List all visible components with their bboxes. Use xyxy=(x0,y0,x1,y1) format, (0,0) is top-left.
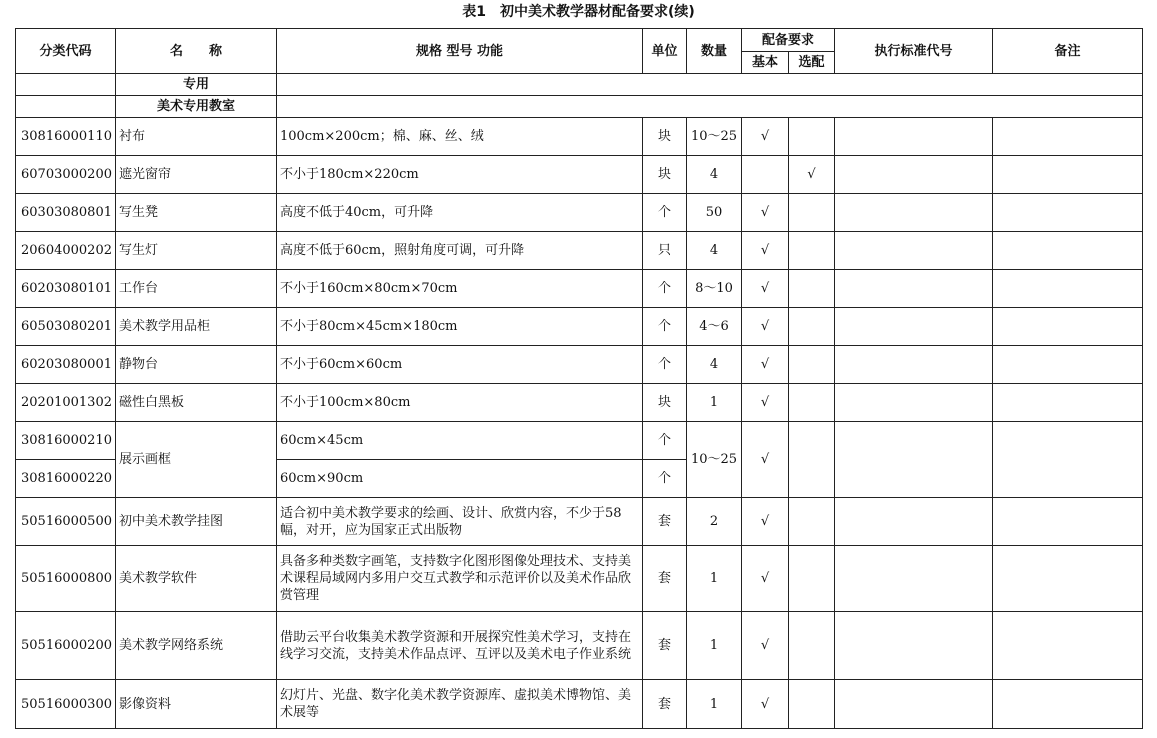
spec-cell: 适合初中美术教学要求的绘画、设计、欣赏内容，不少于58幅，对开，应为国家正式出版物 xyxy=(276,498,642,546)
optional-check-cell xyxy=(788,194,834,232)
name-cell: 美术教学软件 xyxy=(115,546,276,612)
name-cell: 衬布 xyxy=(115,118,276,156)
qty-cell: 1 xyxy=(686,612,741,680)
spec-cell: 不小于100cm×80cm xyxy=(276,384,642,422)
spec-cell: 借助云平台收集美术教学资源和开展探究性美术学习，支持在线学习交流，支持美术作品点评、互评以及美术电子作业系统 xyxy=(276,612,642,680)
section-row xyxy=(16,96,1143,118)
standard-cell xyxy=(834,422,992,498)
unit-cell: 个 xyxy=(642,422,686,460)
remark-cell xyxy=(992,308,1142,346)
standard-cell xyxy=(834,232,992,270)
optional-check-cell xyxy=(788,680,834,729)
header-remark: 备注 xyxy=(992,29,1142,74)
unit-cell: 套 xyxy=(642,546,686,612)
table-row xyxy=(16,612,1143,680)
table-row xyxy=(16,118,1143,156)
code-cell: 50516000300 xyxy=(16,680,116,729)
qty-cell: 2 xyxy=(686,498,741,546)
section-fill xyxy=(276,74,1142,96)
remark-cell xyxy=(992,498,1142,546)
standard-cell xyxy=(834,194,992,232)
remark-cell xyxy=(992,232,1142,270)
table-row xyxy=(16,308,1143,346)
standard-cell xyxy=(834,680,992,729)
spec-cell: 不小于180cm×220cm xyxy=(276,156,642,194)
basic-check-cell: √ xyxy=(741,498,788,546)
standard-cell xyxy=(834,384,992,422)
spec-cell: 不小于80cm×45cm×180cm xyxy=(276,308,642,346)
section-code-cell xyxy=(16,96,116,118)
qty-cell: 4 xyxy=(686,232,741,270)
optional-check-cell xyxy=(788,422,834,498)
header-name: 名 称 xyxy=(115,29,276,74)
section-code-cell xyxy=(16,74,116,96)
unit-cell: 个 xyxy=(642,270,686,308)
unit-cell: 只 xyxy=(642,232,686,270)
basic-check-cell: √ xyxy=(741,194,788,232)
unit-cell: 套 xyxy=(642,498,686,546)
basic-check-cell: √ xyxy=(741,232,788,270)
basic-check-cell: √ xyxy=(741,270,788,308)
name-cell: 初中美术教学挂图 xyxy=(115,498,276,546)
section-row xyxy=(16,74,1143,96)
code-cell: 20604000202 xyxy=(16,232,116,270)
code-cell: 30816000210 xyxy=(16,422,116,460)
standard-cell xyxy=(834,546,992,612)
remark-cell xyxy=(992,612,1142,680)
optional-check-cell xyxy=(788,118,834,156)
table-row xyxy=(16,384,1143,422)
name-cell: 工作台 xyxy=(115,270,276,308)
optional-check-cell: √ xyxy=(788,156,834,194)
basic-check-cell: √ xyxy=(741,546,788,612)
remark-cell xyxy=(992,156,1142,194)
spec-cell: 不小于60cm×60cm xyxy=(276,346,642,384)
standard-cell xyxy=(834,156,992,194)
standard-cell xyxy=(834,612,992,680)
remark-cell xyxy=(992,270,1142,308)
basic-check-cell: √ xyxy=(741,346,788,384)
basic-check-cell: √ xyxy=(741,118,788,156)
code-cell: 50516000200 xyxy=(16,612,116,680)
header-basic: 基本 xyxy=(741,52,788,74)
unit-cell: 套 xyxy=(642,612,686,680)
remark-cell xyxy=(992,194,1142,232)
spec-cell: 100cm×200cm；棉、麻、丝、绒 xyxy=(276,118,642,156)
name-cell: 写生灯 xyxy=(115,232,276,270)
header-qty: 数量 xyxy=(686,29,741,74)
standard-cell xyxy=(834,498,992,546)
unit-cell: 个 xyxy=(642,460,686,498)
table-row xyxy=(16,270,1143,308)
qty-cell: 4 xyxy=(686,156,741,194)
qty-cell: 8～10 xyxy=(686,270,741,308)
qty-cell: 1 xyxy=(686,680,741,729)
qty-cell: 10～25 xyxy=(686,422,741,498)
section-room: 美术专用教室 xyxy=(115,96,276,118)
section-fill xyxy=(276,96,1142,118)
unit-cell: 块 xyxy=(642,384,686,422)
spec-cell: 高度不低于60cm，照射角度可调，可升降 xyxy=(276,232,642,270)
unit-cell: 个 xyxy=(642,194,686,232)
unit-cell: 块 xyxy=(642,156,686,194)
section-category: 专用 xyxy=(115,74,276,96)
header-row xyxy=(16,29,1143,52)
optional-check-cell xyxy=(788,546,834,612)
equipment-table xyxy=(15,28,1143,729)
code-cell: 60503080201 xyxy=(16,308,116,346)
optional-check-cell xyxy=(788,498,834,546)
code-cell: 30816000220 xyxy=(16,460,116,498)
qty-cell: 4～6 xyxy=(686,308,741,346)
name-cell: 美术教学用品柜 xyxy=(115,308,276,346)
spec-cell: 具备多种类数字画笔，支持数字化图形图像处理技术、支持美术课程局域网内多用户交互式教学和示范评价以及美术作品欣赏管理 xyxy=(276,546,642,612)
basic-check-cell: √ xyxy=(741,680,788,729)
basic-check-cell: √ xyxy=(741,308,788,346)
remark-cell xyxy=(992,118,1142,156)
qty-cell: 4 xyxy=(686,346,741,384)
optional-check-cell xyxy=(788,308,834,346)
header-optional: 选配 xyxy=(788,52,834,74)
table-row xyxy=(16,346,1143,384)
code-cell: 60203080101 xyxy=(16,270,116,308)
name-cell: 遮光窗帘 xyxy=(115,156,276,194)
spec-cell: 60cm×90cm xyxy=(276,460,642,498)
spec-cell: 60cm×45cm xyxy=(276,422,642,460)
standard-cell xyxy=(834,118,992,156)
name-cell: 写生凳 xyxy=(115,194,276,232)
remark-cell xyxy=(992,422,1142,498)
standard-cell xyxy=(834,346,992,384)
code-cell: 60703000200 xyxy=(16,156,116,194)
remark-cell xyxy=(992,680,1142,729)
table-row xyxy=(16,498,1143,546)
unit-cell: 个 xyxy=(642,346,686,384)
name-cell: 展示画框 xyxy=(115,422,276,498)
spec-cell: 高度不低于40cm，可升降 xyxy=(276,194,642,232)
qty-cell: 50 xyxy=(686,194,741,232)
optional-check-cell xyxy=(788,384,834,422)
remark-cell xyxy=(992,384,1142,422)
code-cell: 30816000110 xyxy=(16,118,116,156)
table-row xyxy=(16,680,1143,729)
qty-cell: 10～25 xyxy=(686,118,741,156)
table-row xyxy=(16,546,1143,612)
code-cell: 60303080801 xyxy=(16,194,116,232)
table-row xyxy=(16,156,1143,194)
header-standard: 执行标准代号 xyxy=(834,29,992,74)
unit-cell: 套 xyxy=(642,680,686,729)
header-code: 分类代码 xyxy=(16,29,116,74)
unit-cell: 个 xyxy=(642,308,686,346)
optional-check-cell xyxy=(788,270,834,308)
code-cell: 60203080001 xyxy=(16,346,116,384)
standard-cell xyxy=(834,308,992,346)
name-cell: 磁性白黑板 xyxy=(115,384,276,422)
table-row xyxy=(16,194,1143,232)
optional-check-cell xyxy=(788,232,834,270)
header-spec: 规格 型号 功能 xyxy=(276,29,642,74)
optional-check-cell xyxy=(788,612,834,680)
header-unit: 单位 xyxy=(642,29,686,74)
spec-cell: 幻灯片、光盘、数字化美术教学资源库、虚拟美术博物馆、美术展等 xyxy=(276,680,642,729)
basic-check-cell: √ xyxy=(741,612,788,680)
table-row xyxy=(16,422,1143,460)
spec-cell: 不小于160cm×80cm×70cm xyxy=(276,270,642,308)
remark-cell xyxy=(992,346,1142,384)
table-title: 表1 初中美术教学器材配备要求(续) xyxy=(462,4,695,20)
name-cell: 影像资料 xyxy=(115,680,276,729)
name-cell: 美术教学网络系统 xyxy=(115,612,276,680)
code-cell: 20201001302 xyxy=(16,384,116,422)
standard-cell xyxy=(834,270,992,308)
name-cell: 静物台 xyxy=(115,346,276,384)
qty-cell: 1 xyxy=(686,546,741,612)
optional-check-cell xyxy=(788,346,834,384)
code-cell: 50516000800 xyxy=(16,546,116,612)
table-row xyxy=(16,232,1143,270)
basic-check-cell xyxy=(741,156,788,194)
unit-cell: 块 xyxy=(642,118,686,156)
basic-check-cell: √ xyxy=(741,422,788,498)
basic-check-cell: √ xyxy=(741,384,788,422)
header-requirement: 配备要求 xyxy=(741,29,834,52)
remark-cell xyxy=(992,546,1142,612)
code-cell: 50516000500 xyxy=(16,498,116,546)
qty-cell: 1 xyxy=(686,384,741,422)
